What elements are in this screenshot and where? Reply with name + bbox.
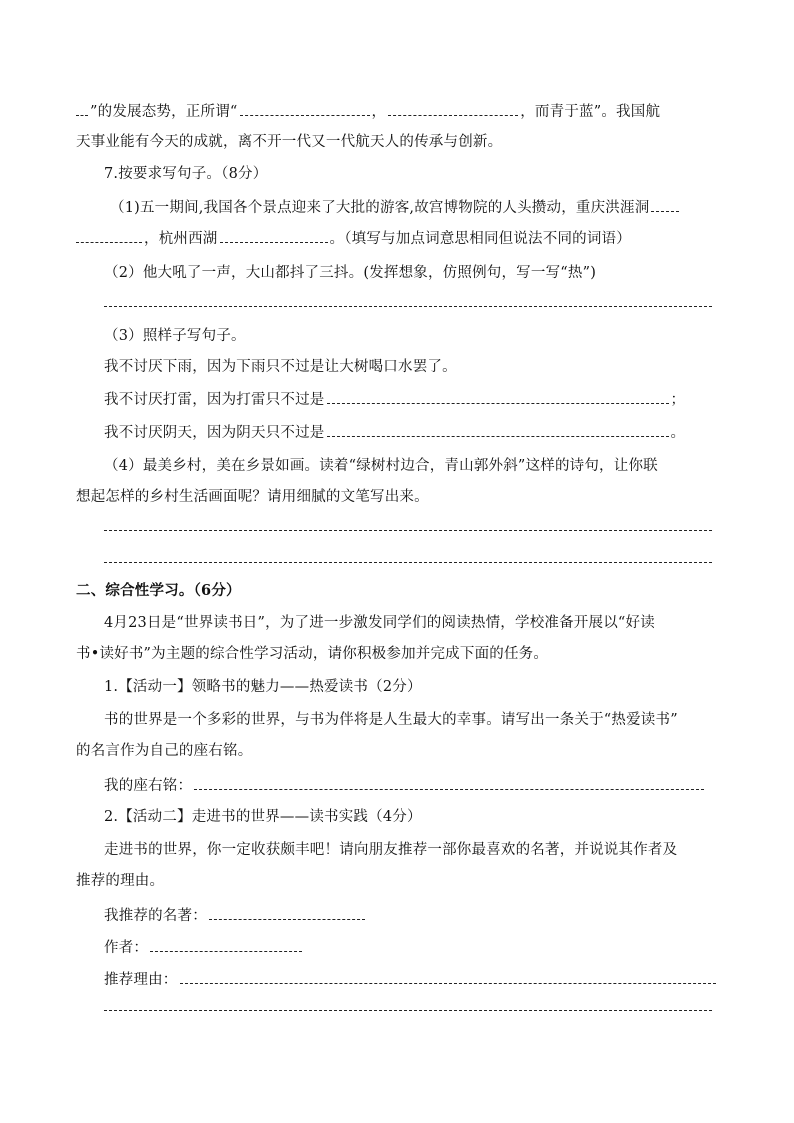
answer-line[interactable] [104, 306, 712, 307]
q7-part2: （2）他大吼了一声，大山都抖了三抖。(发挥想象，仿照例句，写一写“热”) [104, 265, 597, 281]
activity-1-line2: 的名言作为自己的座右铭。 [76, 743, 253, 759]
book-blank[interactable] [209, 904, 365, 920]
book-label: 我推荐的名著： [104, 908, 207, 924]
section-2-intro-line1: 4月23日是“世界读书日”，为了进一步激发同学们的阅读热情，学校准备开展以“好读 [104, 615, 655, 631]
reason-label: 推荐理由： [104, 972, 178, 988]
book-row [104, 904, 367, 927]
answer-line[interactable] [104, 530, 712, 531]
q7-part1-line1 [110, 196, 681, 219]
reason-row [104, 968, 718, 991]
q7-part3-b [104, 421, 685, 444]
motto-label: 我的座右铭： [104, 778, 193, 794]
author-blank[interactable] [150, 936, 302, 952]
answer-line[interactable] [104, 1010, 712, 1011]
motto-row [104, 774, 706, 797]
q6-line-2: 天事业能有今天的成就，离不开一代又一代航天人的传承与创新。 [76, 134, 503, 150]
section-2-intro-line2: 书•读好书”为主题的综合性学习活动，请你积极参加并完成下面的任务。 [76, 646, 549, 662]
author-row [104, 936, 304, 959]
q7-part1-text-b: ，杭州西湖 [144, 231, 218, 247]
blank[interactable] [327, 421, 669, 437]
blank[interactable] [651, 196, 679, 212]
q7-part3: （3）照样子写句子。 [104, 328, 246, 344]
punct: ； [670, 392, 686, 408]
q7-part4-line2: 想起怎样的乡村生活画面呢？请用细腻的文笔写出来。 [76, 489, 429, 505]
activity-2-line2: 推荐的理由。 [76, 873, 165, 889]
q7-part3-a [104, 388, 685, 411]
q7-part3-b-text: 我不讨厌阴天，因为阴天只不过是 [104, 425, 325, 441]
activity-2-title: 2.【活动二】走进书的世界——读书实践（4分） [104, 809, 422, 825]
activity-1-line1: 书的世界是一个多彩的世界，与书为伴将是人生最大的幸事。请写出一条关于“热爱读书” [104, 712, 678, 728]
punct: 。 [670, 425, 686, 441]
blank[interactable] [76, 100, 88, 116]
q6-line-1 [76, 100, 660, 123]
q7-title: 7.按要求写句子。（8分） [104, 166, 268, 182]
q7-part3-a-text: 我不讨厌打雷，因为打雷只不过是 [104, 392, 325, 408]
motto-blank[interactable] [194, 774, 704, 790]
author-label: 作者： [104, 940, 149, 956]
blank[interactable] [388, 100, 518, 116]
blank[interactable] [327, 388, 669, 404]
answer-line[interactable] [104, 562, 712, 563]
blank[interactable] [220, 227, 328, 243]
q7-part3-example: 我不讨厌下雨，因为下雨只不过是让大树喝口水罢了。 [104, 359, 457, 375]
blank[interactable] [76, 227, 142, 243]
q7-part1-text: （1)五一期间,我国各个景点迎来了大批的游客,故宫博物院的人头攒动，重庆洪涯洞 [110, 200, 650, 216]
q7-part1-text-c: 。（填写与加点词意思相同但说法不同的词语） [329, 231, 631, 247]
section-2-title: 二、综合性学习。（6分） [76, 582, 241, 599]
blank[interactable] [240, 100, 370, 116]
q6-text-c: ，而青于蓝”。我国航 [520, 104, 661, 120]
activity-1-title: 1.【活动一】领略书的魅力——热爱读书（2分） [104, 679, 422, 695]
q7-part4-line1: （4）最美乡村，美在乡景如画。读着“绿树村边合，青山郭外斜”这样的诗句，让你联 [104, 458, 658, 474]
q7-part1-line2 [76, 227, 631, 250]
q6-text-b: ， [371, 104, 387, 120]
q6-text-a: ”的发展态势，正所谓“ [90, 104, 238, 120]
activity-2-line1: 走进书的世界，你一定收获颇丰吧！请向朋友推荐一部你最喜欢的名著，并说说其作者及 [104, 842, 678, 858]
reason-blank[interactable] [180, 968, 716, 984]
